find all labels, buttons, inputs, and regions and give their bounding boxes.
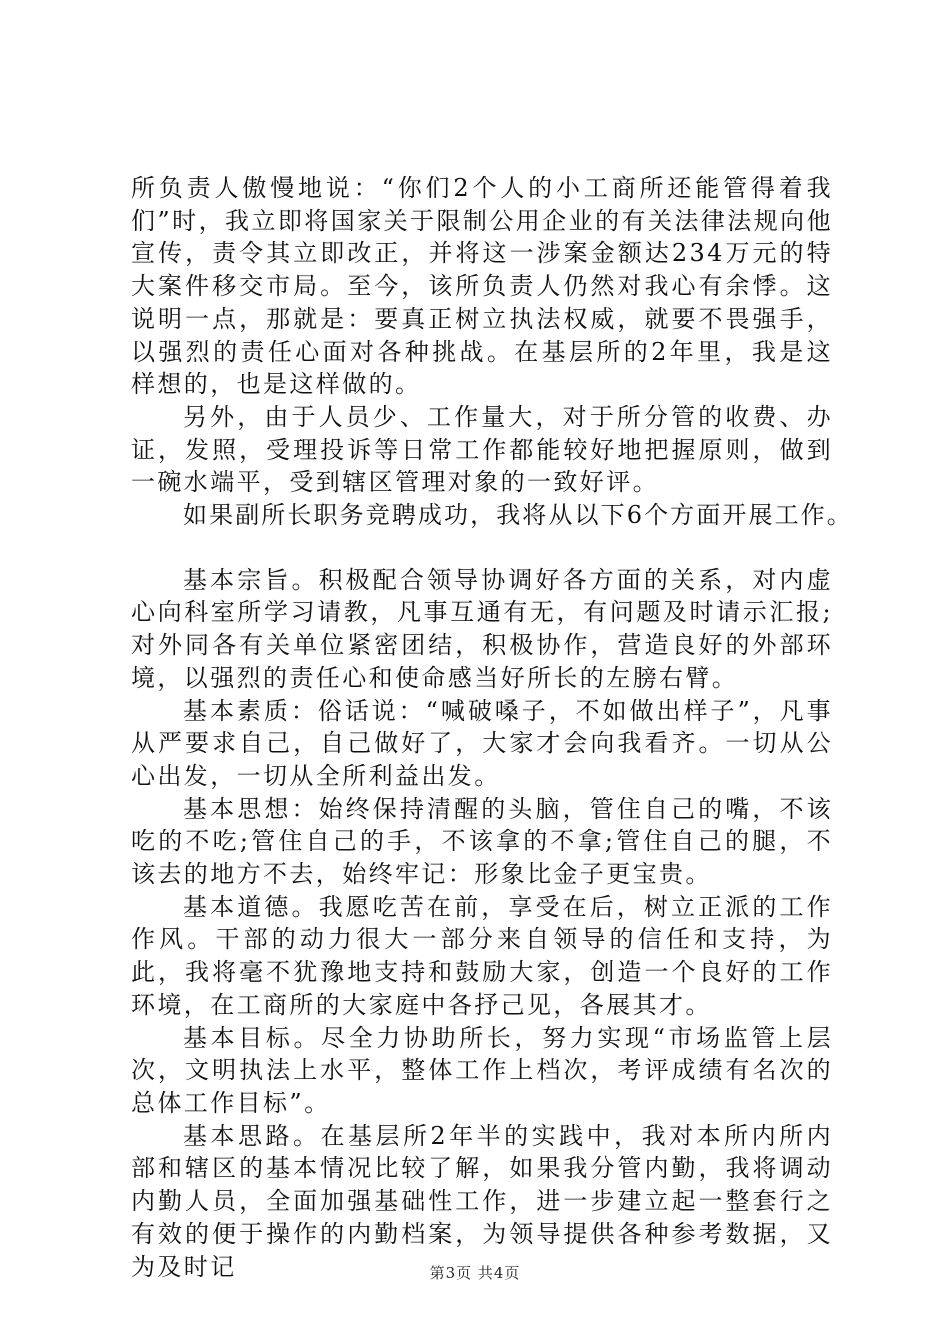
paragraph-2: 另外，由于人员少、工作量大，对于所分管的收费、办证，发照，受理投诉等日常工作都能较好地把握原则，做到一碗水端平，受到辖区管理对象的一致好评。 bbox=[131, 402, 833, 497]
paragraph-5: 基本素质：俗话说：“喊破嗓子，不如做出样子”，凡事从严要求自己，自己做好了，大家才会向我看齐。一切从公心出发，一切从全所利益出发。 bbox=[131, 696, 833, 790]
paragraph-spacer bbox=[131, 532, 833, 564]
paragraph-6: 基本思想：始终保持清醒的头脑，管住自己的嘴，不该吃的不吃;管住自己的手，不该拿的不拿;管住自己的腿，不该去的地方不去，始终牢记：形象比金子更宝贵。 bbox=[131, 794, 833, 889]
paragraph-3: 如果副所长职务竞聘成功，我将从以下6个方面开展工作。 bbox=[183, 501, 853, 530]
paragraph-8: 基本目标。尽全力协助所长，努力实现“市场监管上层次，文明执法上水平，整体工作上档次，考评成绩有名次的总体工作目标”。 bbox=[131, 1023, 833, 1117]
body-text bbox=[131, 172, 853, 1283]
paragraph-4: 基本宗旨。积极配合领导协调好各方面的关系，对内虚心向科室所学习请教，凡事互通有无，有问题及时请示汇报;对外同各有关单位紧密团结，积极协作，营造良好的外部环境，以强烈的责任心和使命感当好所长的左膀右臂。 bbox=[131, 565, 833, 692]
paragraph-9: 基本思路。在基层所2年半的实践中，我对本所内所内部和辖区的基本情况比较了解，如果我分管内勤，我将调动内勤人员，全面加强基础性工作，进一步建立起一整套行之有效的便于操作的内勤档案，为领导提供各种参考数据，又为及时记 bbox=[131, 1121, 833, 1281]
page-footer: 第3页 共4页 bbox=[429, 1264, 521, 1282]
paragraph-7: 基本道德。我愿吃苦在前，享受在后，树立正派的工作作风。干部的动力很大一部分来自领导的信任和支持，为此，我将毫不犹豫地支持和鼓励大家，创造一个良好的工作环境，在工商所的大家庭中各抒己见，各展其才。 bbox=[131, 892, 833, 1019]
paragraph-1: 所负责人傲慢地说：“你们2个人的小工商所还能管得着我们”时，我立即将国家关于限制公用企业的有关法律法规向他宣传，责令其立即改正，并将这一涉案金额达234万元的特大案件移交市局。至今，该所负责人仍然对我心有余悸。这说明一点，那就是：要真正树立执法权威，就要不畏强手，以强烈的责任心面对各种挑战。在基层所的2年里，我是这样想的，也是这样做的。 bbox=[131, 174, 833, 399]
